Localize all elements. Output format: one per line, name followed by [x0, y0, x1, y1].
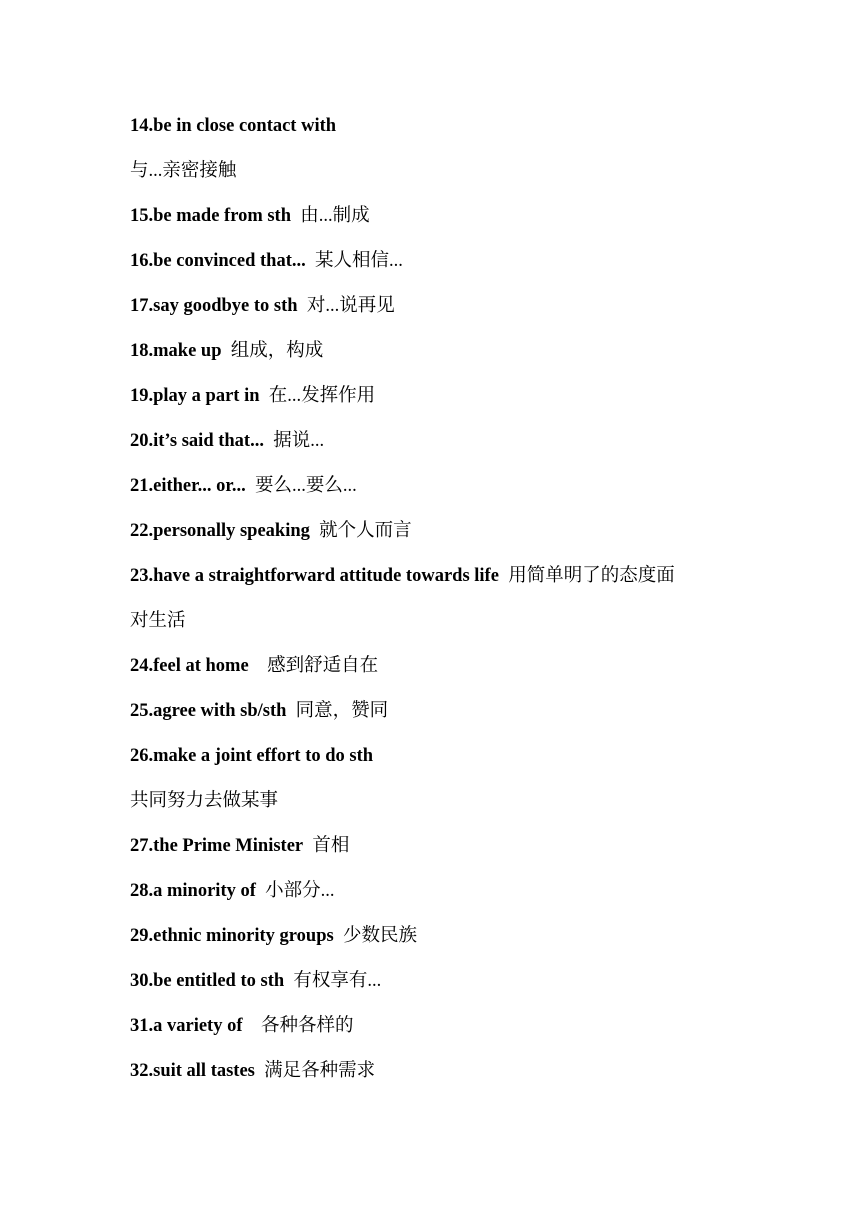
phrase-english: 17.say goodbye to sth: [130, 296, 298, 316]
phrase-line: [130, 329, 770, 374]
phrase-chinese: 首相: [312, 836, 350, 856]
phrase-chinese: 在...发挥作用: [268, 386, 376, 406]
phrase-chinese: 对生活: [130, 611, 186, 631]
phrase-chinese: 据说...: [273, 431, 325, 451]
phrase-english: 24.feel at home: [130, 656, 249, 676]
phrase-chinese: 同意，赞同: [295, 701, 389, 721]
phrase-chinese: 感到舒适自在: [267, 656, 379, 676]
phrase-english: 27.the Prime Minister: [130, 836, 304, 856]
phrase-english: 16.be convinced that...: [130, 251, 306, 271]
phrase-chinese: 少数民族: [342, 926, 417, 946]
phrase-chinese: 满足各种需求: [264, 1061, 376, 1081]
phrase-english: 14.be in close contact with: [130, 116, 337, 136]
phrase-line: [130, 149, 770, 194]
phrase-english: 26.make a joint effort to do sth: [130, 746, 374, 766]
phrase-line: [130, 779, 770, 824]
phrase-chinese: 各种各样的: [261, 1016, 354, 1036]
phrase-english: 19.play a part in: [130, 386, 260, 406]
phrase-line: [130, 644, 770, 689]
phrase-line: [130, 914, 770, 959]
phrase-line: [130, 599, 770, 644]
phrase-line: [130, 1049, 770, 1094]
phrase-english: 31.a variety of: [130, 1016, 243, 1036]
phrase-english: 32.suit all tastes: [130, 1061, 255, 1081]
phrase-english: 20.it’s said that...: [130, 431, 264, 451]
phrase-line: [130, 284, 770, 329]
phrase-list: [130, 104, 770, 1094]
phrase-line: [130, 734, 770, 779]
phrase-english: 22.personally speaking: [130, 521, 310, 541]
phrase-chinese: 某人相信...: [315, 251, 403, 271]
phrase-line: [130, 689, 770, 734]
phrase-line: [130, 554, 770, 599]
phrase-english: 30.be entitled to sth: [130, 971, 285, 991]
phrase-chinese: 小部分...: [265, 881, 335, 901]
phrase-english: 15.be made from sth: [130, 206, 292, 226]
phrase-line: [130, 239, 770, 284]
phrase-line: [130, 194, 770, 239]
phrase-chinese: 要么...要么...: [255, 476, 357, 496]
phrase-line: [130, 824, 770, 869]
phrase-chinese: 共同努力去做某事: [130, 791, 279, 811]
phrase-chinese: 对...说再见: [306, 296, 395, 316]
phrase-line: [130, 419, 770, 464]
phrase-chinese: 组成，构成: [230, 341, 324, 361]
phrase-english: 23.have a straightforward attitude towards life: [130, 566, 499, 586]
phrase-chinese: 由...制成: [300, 206, 370, 226]
phrase-line: [130, 1004, 770, 1049]
phrase-chinese: 与...亲密接触: [130, 161, 237, 181]
phrase-english: 29.ethnic minority groups: [130, 926, 334, 946]
phrase-chinese: 就个人而言: [319, 521, 412, 541]
phrase-english: 21.either... or...: [130, 476, 246, 496]
phrase-english: 18.make up: [130, 341, 222, 361]
phrase-line: [130, 869, 770, 914]
phrase-line: [130, 509, 770, 554]
phrase-english: 25.agree with sb/sth: [130, 701, 287, 721]
phrase-line: [130, 464, 770, 509]
phrase-chinese: 用简单明了的态度面: [508, 566, 675, 586]
phrase-english: 28.a minority of: [130, 881, 256, 901]
phrase-line: [130, 374, 770, 419]
phrase-chinese: 有权享有...: [293, 971, 382, 991]
phrase-line: [130, 959, 770, 1004]
phrase-line: [130, 104, 770, 149]
